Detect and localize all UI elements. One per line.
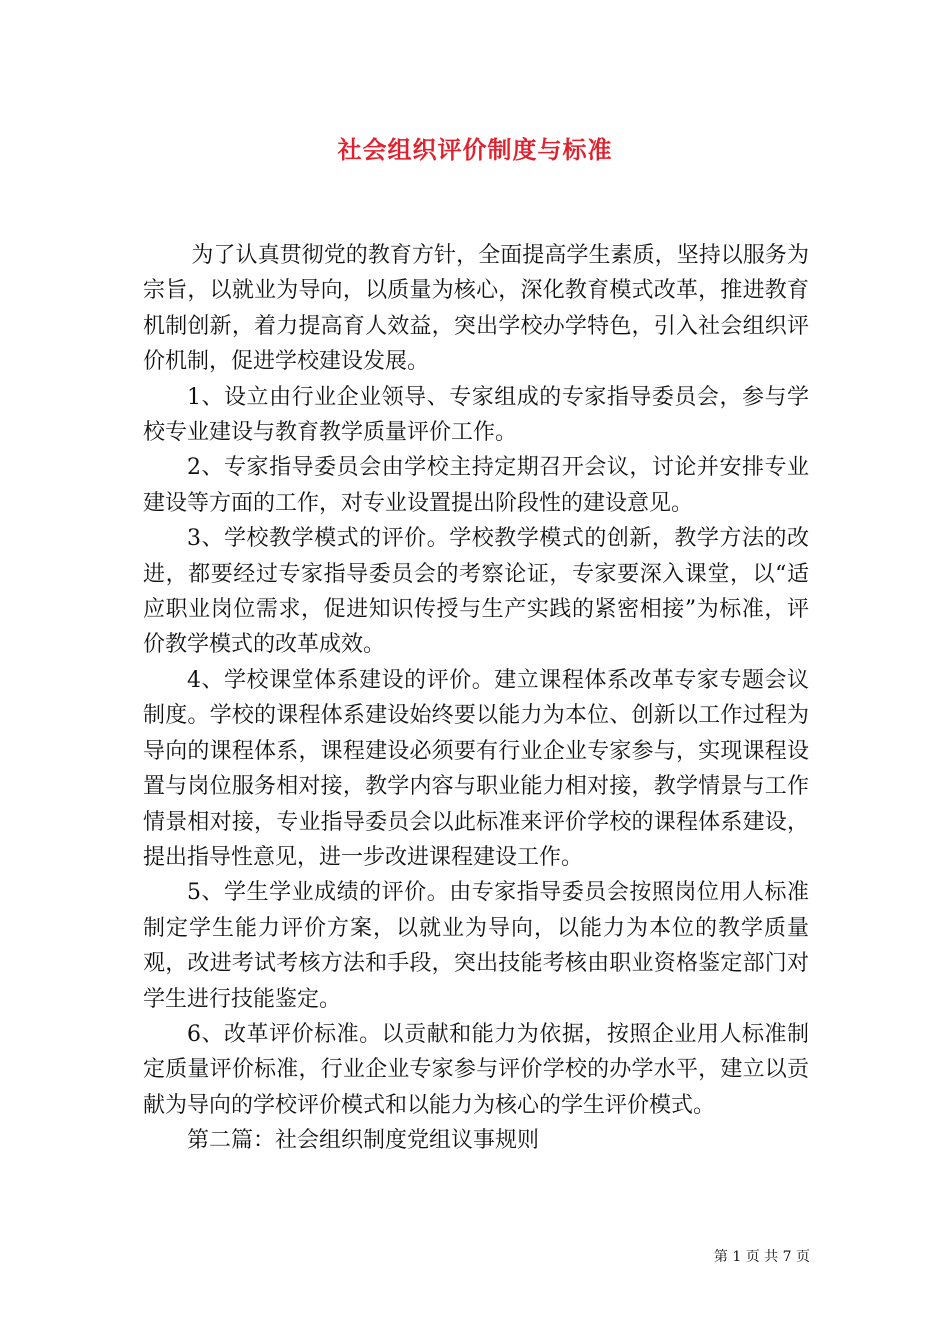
intro-paragraph: 为了认真贯彻党的教育方针，全面提高学生素质，坚持以服务为宗旨，以就业为导向，以质量为核心，深化教育模式改革，推进教育机制创新，着力提高育人效益，突出学校办学特色，引入社会组织评价机制，促进学校建设发展。 [143, 243, 809, 375]
paragraph-item-4: 4、学校课堂体系建设的评价。建立课程体系改革专家专题会议制度。学校的课程体系建设始终要以能力为本位、创新以工作过程为导向的课程体系，课程建设必须要有行业企业专家参与，实现课程设置与岗位服务相对接，教学内容与职业能力相对接，教学情景与工作情景相对接，专业指导委员会以此标准来评价学校的课程体系建设，提出指导性意见，进一步改进课程建设工作。 [143, 667, 809, 870]
document-body [143, 238, 809, 1159]
paragraph-item-6: 6、改革评价标准。以贡献和能力为依据，按照企业用人标准制定质量评价标准，行业企业专家参与评价学校的办学水平，建立以贡献为导向的学校评价模式和以能力为核心的学生评价模式。 [143, 1021, 809, 1118]
paragraph-item-1: 1、设立由行业企业领导、专家组成的专家指导委员会，参与学校专业建设与教育教学质量评价工作。 [143, 384, 809, 446]
paragraph-item-5: 5、学生学业成绩的评价。由专家指导委员会按照岗位用人标准制定学生能力评价方案，以就业为导向，以能力为本位的教学质量观，改进考试考核方法和手段，突出技能考核由职业资格鉴定部门对学生进行技能鉴定。 [143, 880, 809, 1012]
paragraph-item-2: 2、专家指导委员会由学校主持定期召开会议，讨论并安排专业建设等方面的工作，对专业设置提出阶段性的建设意见。 [143, 455, 809, 516]
page-number-footer: 第 1 页 共 7 页 [713, 1249, 810, 1265]
second-chapter-heading: 第二篇：社会组织制度党组议事规则 [187, 1128, 540, 1154]
paragraph-item-3: 3、学校教学模式的评价。学校教学模式的创新，教学方法的改进，都要经过专家指导委员会的考察论证，专家要深入课堂，以“适应职业岗位需求，促进知识传授与生产实践的紧密相接”为标准，评价教学模式的改革成效。 [143, 526, 809, 658]
document-title: 社会组织评价制度与标准 [337, 135, 613, 164]
